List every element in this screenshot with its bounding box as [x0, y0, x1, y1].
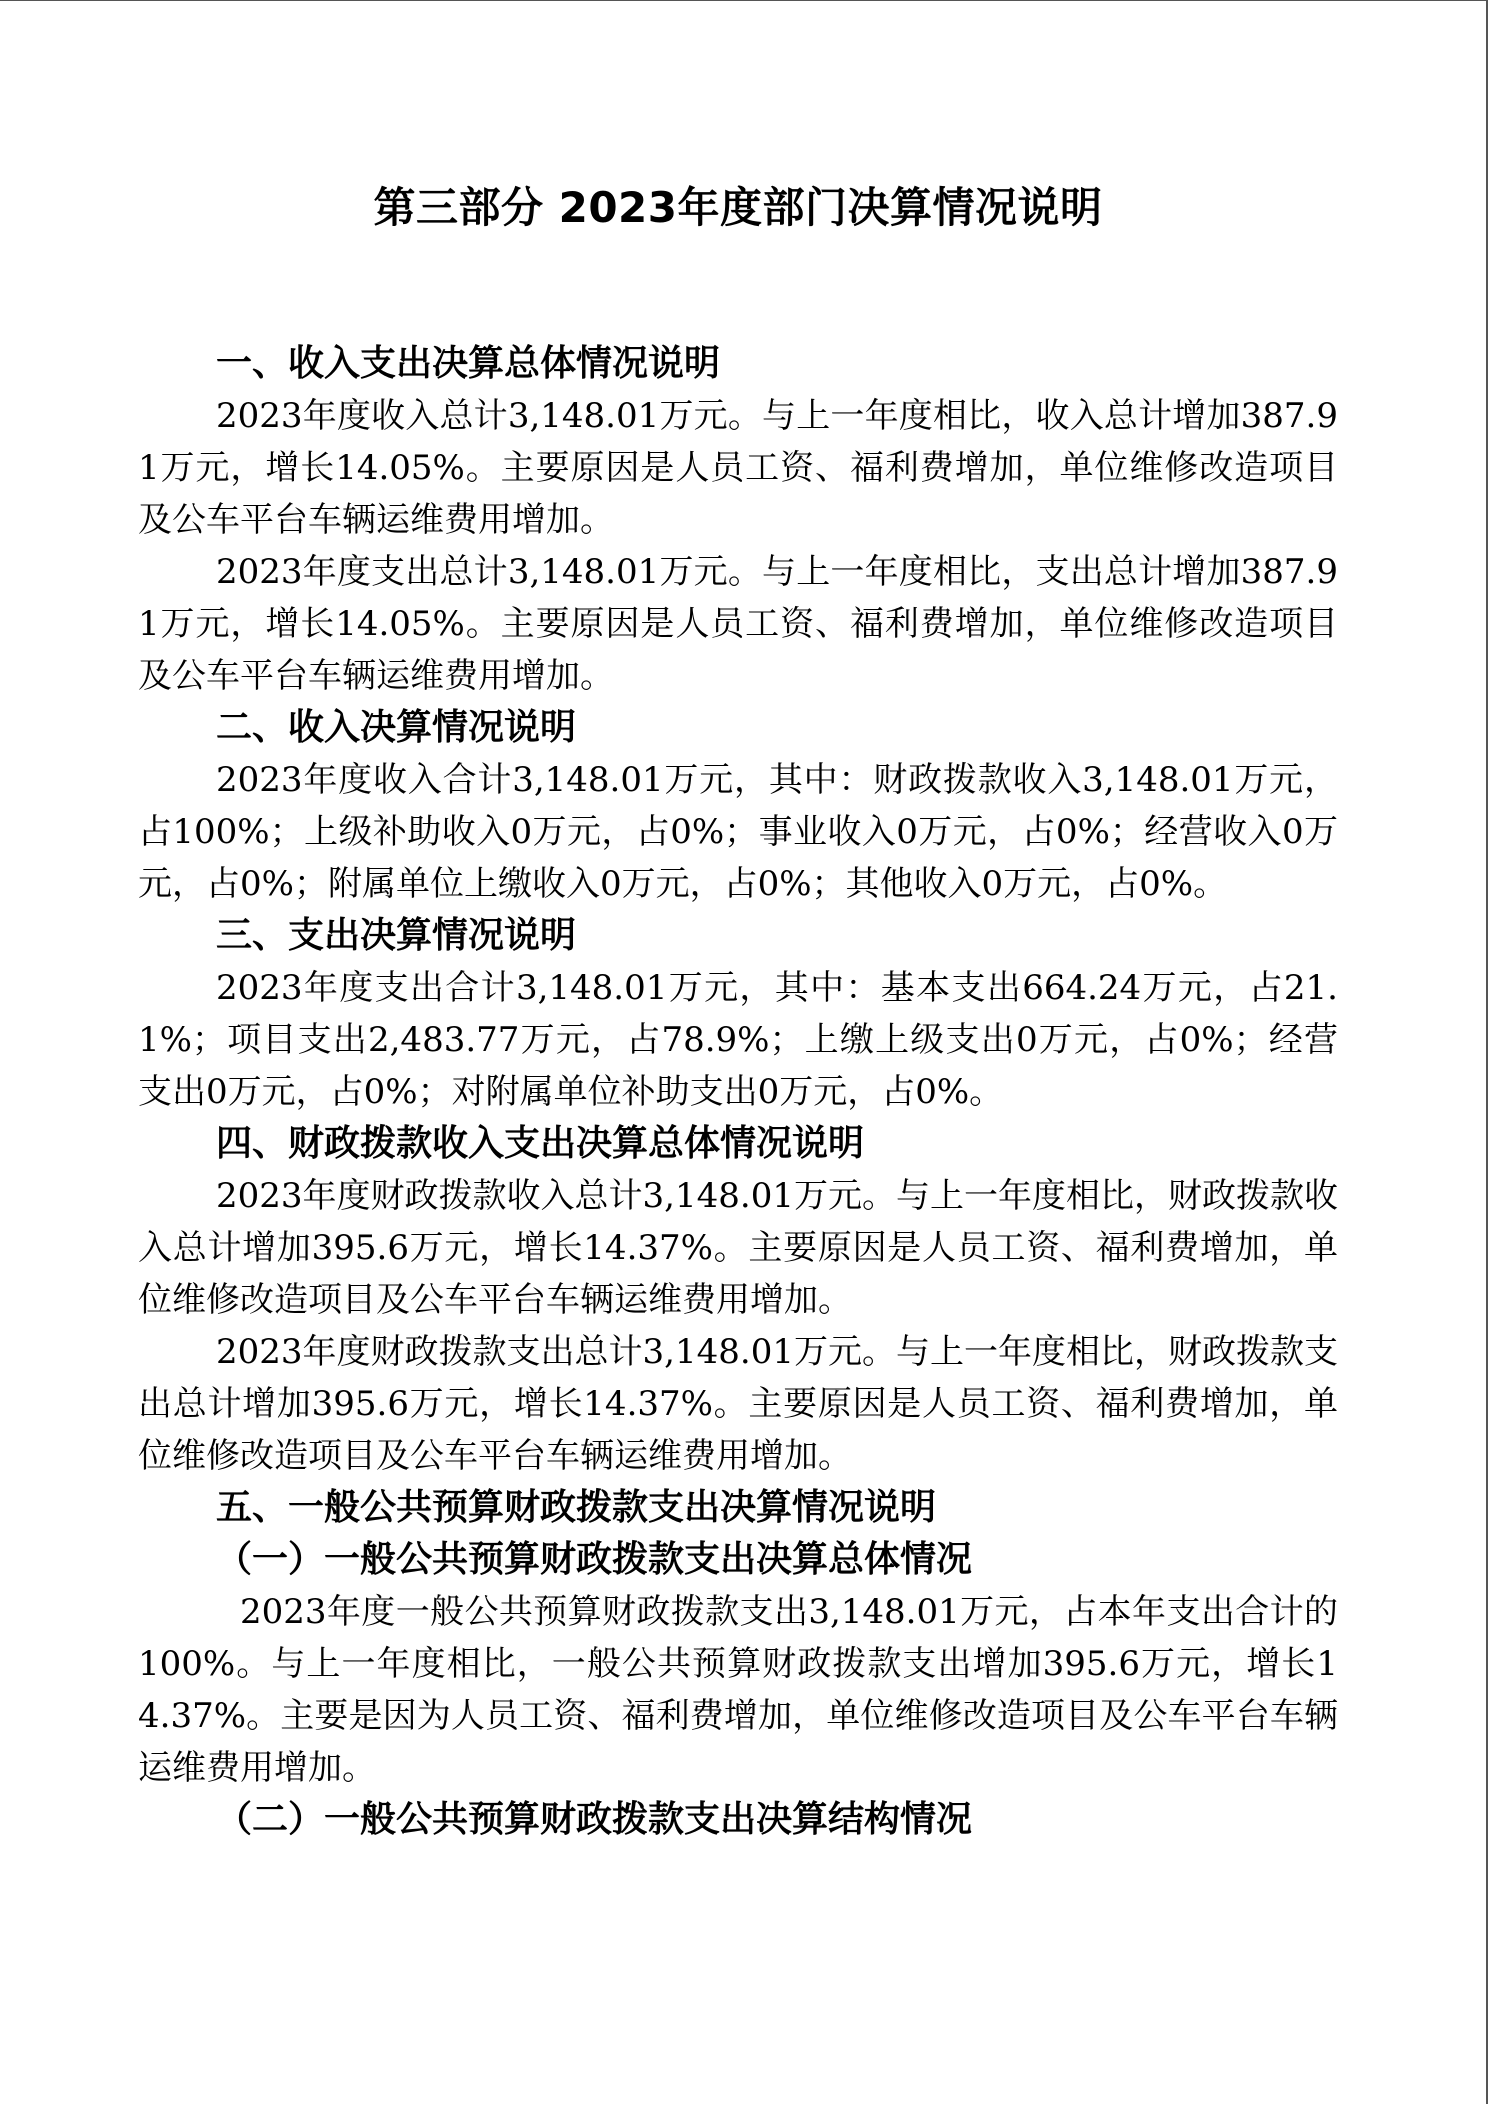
subsection-heading-structure: （二）一般公共预算财政拨款支出决算结构情况	[216, 1799, 973, 1840]
section-heading: 四、财政拨款收入支出决算总体情况说明	[216, 1123, 865, 1164]
paragraph-income-total: 2023年度收入总计3,148.01万元。与上一年度相比，收入总计增加387.91万元，增长14.05%。主要原因是人员工资、福利费增加，单位维修改造项目及公车平台车辆运维费用增加。	[138, 396, 1338, 540]
paragraph-expense-total: 2023年度支出总计3,148.01万元。与上一年度相比，支出总计增加387.91万元，增长14.05%。主要原因是人员工资、福利费增加，单位维修改造项目及公车平台车辆运维费用增加。	[138, 552, 1338, 696]
section-general-public-budget	[138, 1482, 1338, 1846]
section-income-details	[138, 702, 1338, 910]
document-page	[138, 178, 1338, 1846]
subsection-heading-overall: （一）一般公共预算财政拨款支出决算总体情况	[216, 1539, 973, 1580]
section-heading: 三、支出决算情况说明	[216, 915, 577, 956]
document-title: 第三部分 2023年度部门决算情况说明	[373, 183, 1103, 232]
paragraph-fiscal-income: 2023年度财政拨款收入总计3,148.01万元。与上一年度相比，财政拨款收入总计增加395.6万元，增长14.37%。主要原因是人员工资、福利费增加，单位维修改造项目及公车平台车辆运维费用增加。	[138, 1176, 1338, 1320]
section-fiscal-appropriation-overview	[138, 1118, 1338, 1482]
paragraph-fiscal-expense: 2023年度财政拨款支出总计3,148.01万元。与上一年度相比，财政拨款支出总计增加395.6万元，增长14.37%。主要原因是人员工资、福利费增加，单位维修改造项目及公车平台车辆运维费用增加。	[138, 1332, 1338, 1476]
section-heading: 二、收入决算情况说明	[216, 707, 577, 748]
section-expense-details	[138, 910, 1338, 1118]
document-body	[138, 338, 1338, 1846]
paragraph-expense-breakdown: 2023年度支出合计3,148.01万元，其中：基本支出664.24万元，占21.1%；项目支出2,483.77万元，占78.9%；上缴上级支出0万元，占0%；经营支出0万元，占0%；对附属单位补助支出0万元，占0%。	[138, 968, 1338, 1112]
paragraph-income-breakdown: 2023年度收入合计3,148.01万元，其中：财政拨款收入3,148.01万元，占100%；上级补助收入0万元，占0%；事业收入0万元，占0%；经营收入0万元，占0%；附属单位上缴收入0万元，占0%；其他收入0万元，占0%。	[138, 760, 1338, 904]
paragraph-general-budget-overall: 2023年度一般公共预算财政拨款支出3,148.01万元，占本年支出合计的100%。与上一年度相比，一般公共预算财政拨款支出增加395.6万元，增长14.37%。主要是因为人员工资、福利费增加，单位维修改造项目及公车平台车辆运维费用增加。	[138, 1592, 1338, 1788]
section-heading: 五、一般公共预算财政拨款支出决算情况说明	[216, 1487, 937, 1528]
section-income-expense-overview	[138, 338, 1338, 702]
section-heading: 一、收入支出决算总体情况说明	[216, 343, 721, 384]
